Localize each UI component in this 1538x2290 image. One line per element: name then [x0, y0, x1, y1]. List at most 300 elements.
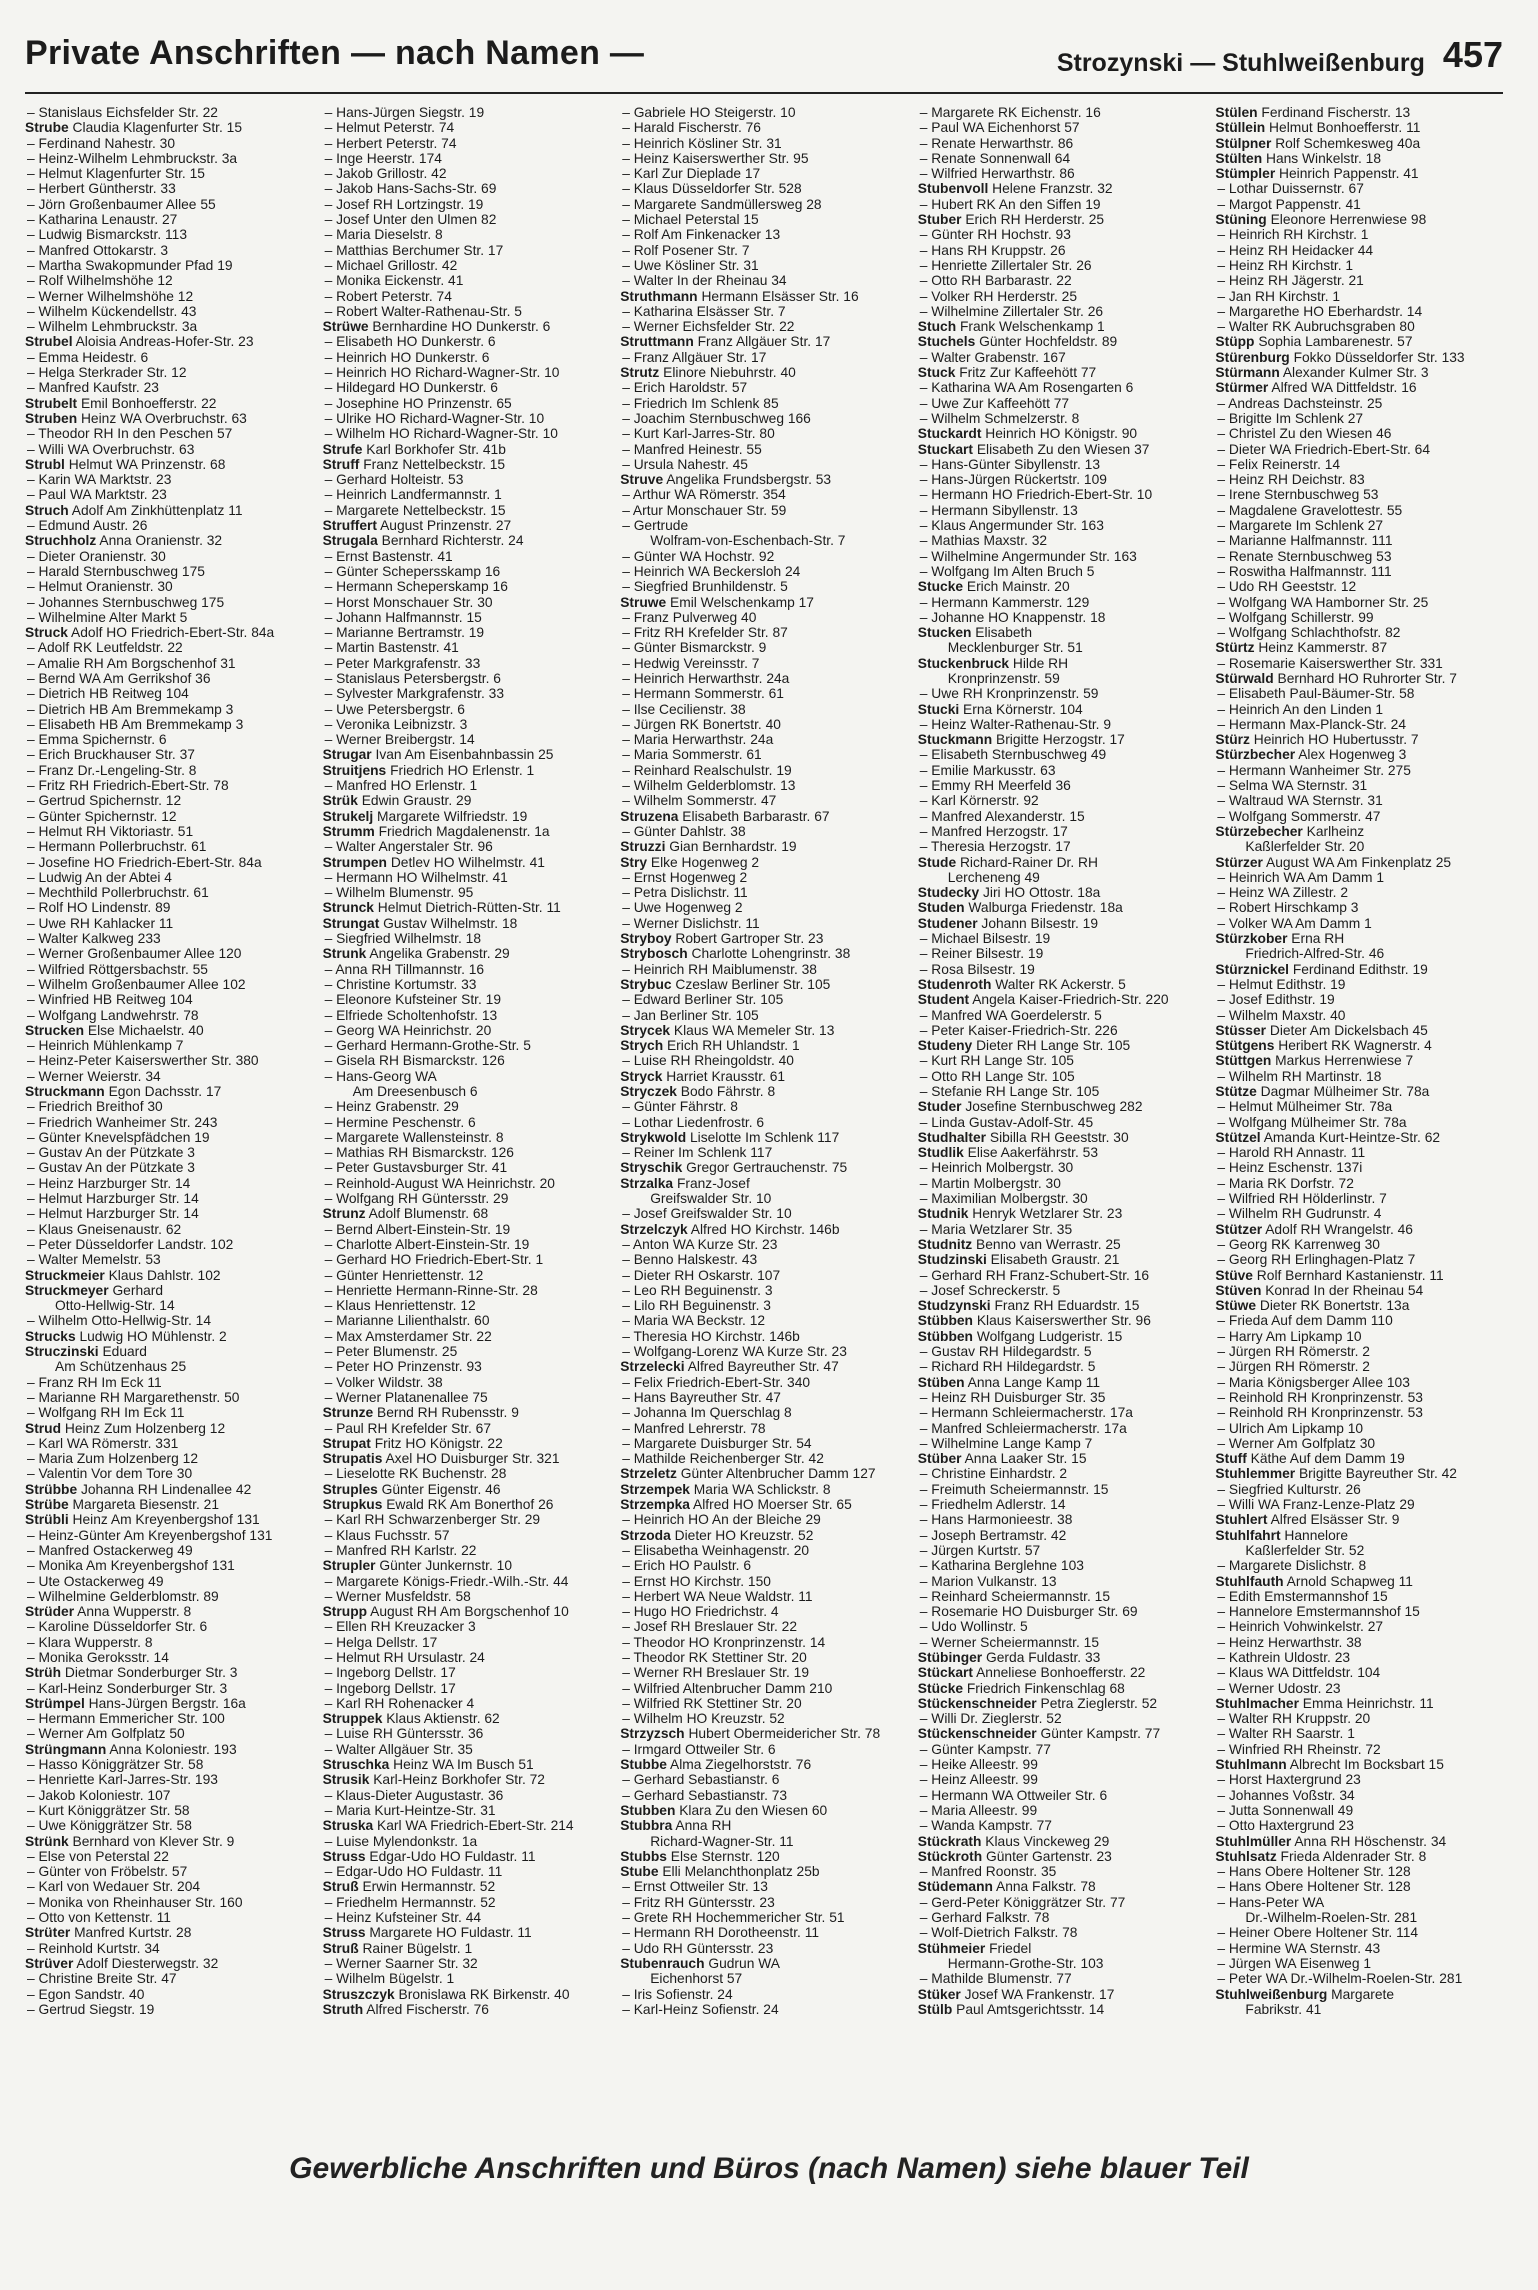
surname-entry: Stry Elke Hogenweg 2: [620, 854, 760, 870]
surname: Strzyzsch: [620, 1726, 685, 1742]
surname: Studlik: [917, 1145, 964, 1161]
surname: Strugala: [322, 533, 378, 549]
surname-entry: Stuhlemmer Brigitte Bayreuther Str. 42: [1215, 1466, 1457, 1482]
sub-entry: – Theodor HO Kronprinzenstr. 14: [622, 1634, 826, 1650]
sub-entry: – Mathilde Blumenstr. 77: [919, 1971, 1072, 1987]
sub-entry: – Rolf Wilhelmshöhe 12: [27, 273, 173, 289]
sub-entry: – Theodor RH In den Peschen 57: [27, 426, 233, 442]
sub-entry: – Werner Musfeldstr. 58: [324, 1588, 471, 1604]
sub-entry: – Adolf RK Leutfeldstr. 22: [27, 640, 183, 656]
sub-entry: – Hans RH Kruppstr. 26: [919, 242, 1066, 258]
name-range: Strozynski — Stuhlweißenburg: [1056, 49, 1425, 77]
surname-entry: Stülb Paul Amtsgerichtsstr. 14: [917, 2001, 1105, 2017]
page-range-and-number: [1057, 34, 1503, 76]
sub-entry: – Franz RH Im Eck 11: [27, 1374, 162, 1390]
surname: Stülb: [917, 2001, 953, 2017]
sub-entry: – Wilfried Röttgersbachstr. 55: [27, 961, 208, 977]
surname-entry: Struckmann Egon Dachsstr. 17: [25, 1084, 222, 1099]
sub-entry: – Heinrich WA Am Damm 1: [1217, 869, 1385, 885]
surname-entry: Stübben Wolfgang Ludgeristr. 15: [917, 1328, 1123, 1344]
sub-entry: – Wilfried RH Hölderlinstr. 7: [1217, 1191, 1387, 1207]
continuation-line: Greifswalder Str. 10: [650, 1191, 772, 1207]
sub-entry: – Helmut RH Ursulastr. 24: [324, 1649, 485, 1665]
surname: Stülen: [1215, 105, 1258, 120]
sub-entry: – Heinz Kaiserswerther Str. 95: [622, 150, 809, 166]
sub-entry: – Klaus Fuchsstr. 57: [324, 1527, 450, 1543]
sub-entry: – Karin WA Marktstr. 23: [27, 472, 172, 488]
sub-entry: – Wolf-Dietrich Falkstr. 78: [919, 1925, 1078, 1941]
surname: Stucki: [917, 701, 960, 717]
continuation-line: Hermann-Grothe-Str. 103: [947, 1955, 1104, 1971]
sub-entry: – Wilhelmine Gelderblomstr. 89: [27, 1588, 219, 1604]
surname-entry: Struttmann Franz Allgäuer Str. 17: [620, 334, 831, 350]
surname-entry: Struve Angelika Frundsbergstr. 53: [620, 472, 832, 488]
surname-entry: Struth Alfred Fischerstr. 76: [322, 2001, 489, 2017]
surname-entry: Studener Johann Bilsestr. 19: [917, 915, 1099, 931]
sub-entry: – Maria Sommerstr. 61: [622, 747, 762, 763]
surname-entry: Stuhlmüller Anna RH Höschenstr. 34: [1215, 1833, 1447, 1849]
sub-entry: – Christel Zu den Wiesen 46: [1217, 426, 1392, 442]
sub-entry: – Manfred Herzogstr. 17: [919, 823, 1068, 839]
sub-entry: – Heinrich Vohwinkelstr. 27: [1217, 1619, 1384, 1635]
sub-entry: – Winfried RH Rheinstr. 72: [1217, 1741, 1381, 1757]
sub-entry: – Frieda Auf dem Damm 110: [1217, 1313, 1393, 1329]
surname-entry: Stryczek Bodo Fährstr. 8: [620, 1084, 776, 1099]
surname-entry: Strugala Bernhard Richterstr. 24: [322, 533, 524, 549]
sub-entry: – Werner Am Golfplatz 50: [27, 1726, 185, 1742]
surname: Struppek: [322, 1711, 383, 1727]
sub-entry: – Elfriede Scholtenhofstr. 13: [324, 1007, 498, 1023]
surname: Studzynski: [917, 1298, 991, 1314]
sub-entry: – Jürgen Kurtstr. 57: [919, 1542, 1041, 1558]
sub-entry: – Lieselotte RK Buchenstr. 28: [324, 1466, 507, 1482]
surname-entry: Stückroth Günter Gartenstr. 23: [917, 1848, 1112, 1864]
surname-entry: Strud Heinz Zum Holzenberg 12: [25, 1420, 226, 1436]
surname: Struzzi: [620, 839, 666, 855]
sub-entry: – Jürgen RH Römerstr. 2: [1217, 1359, 1370, 1375]
continuation-line: Richard-Wagner-Str. 11: [650, 1833, 794, 1849]
sub-entry: – Heinz Grabenstr. 29: [324, 1099, 459, 1115]
surname-entry: Struß Rainer Bügelstr. 1: [322, 1940, 473, 1956]
sub-entry: – Renate Sonnenwall 64: [919, 150, 1071, 166]
sub-entry: – Wilhelm Gelderblomstr. 13: [622, 778, 796, 794]
sub-entry: – Irene Sternbuschweg 53: [1217, 487, 1379, 503]
sub-entry: – Luise RH Rheingoldstr. 40: [622, 1053, 794, 1069]
surname-entry: Stürmann Alexander Kulmer Str. 3: [1215, 365, 1429, 381]
surname: Stüllein: [1215, 120, 1266, 136]
sub-entry: – Luise RH Güntersstr. 36: [324, 1726, 484, 1742]
sub-entry: – Karl-Heinz Sonderburger Str. 3: [27, 1680, 228, 1696]
sub-entry: – Helmut Klagenfurter Str. 15: [27, 166, 205, 182]
sub-entry: – Günter Dahlstr. 38: [622, 823, 746, 839]
sub-entry: – Heinz RH Heidacker 44: [1217, 242, 1374, 258]
sub-entry: – Günter von Fröbelstr. 57: [27, 1864, 188, 1880]
sub-entry: – Fritz RH Friedrich-Ebert-Str. 78: [27, 778, 229, 794]
sub-entry: – Wilhelm Großenbaumer Allee 102: [27, 976, 246, 992]
sub-entry: – Brigitte Im Schlenk 27: [1217, 410, 1364, 426]
surname: Studzinski: [917, 1252, 987, 1268]
surname: Strupkus: [322, 1497, 383, 1513]
sub-entry: – Willi WA Franz-Lenze-Platz 29: [1217, 1497, 1415, 1513]
surname-entry: Stürwald Bernhard HO Ruhrorter Str. 7: [1215, 670, 1457, 686]
sub-entry: – Mathilde Reichenberger Str. 42: [622, 1451, 824, 1467]
sub-entry: – Wilhelmine Alter Markt 5: [27, 609, 188, 625]
surname: Strutz: [620, 365, 660, 381]
sub-entry: – Maria Zum Holzenberg 12: [27, 1451, 199, 1467]
sub-entry: – Heinrich WA Beckersloh 24: [622, 563, 801, 579]
surname: Stuhlsatz: [1215, 1848, 1277, 1864]
sub-entry: – Hermann Wanheimer Str. 275: [1217, 762, 1411, 778]
sub-entry: – Wilhelm Maxstr. 40: [1217, 1007, 1346, 1023]
sub-entry: – Georg RK Karrenweg 30: [1217, 1236, 1380, 1252]
sub-entry: – Stanislaus Eichsfelder Str. 22: [27, 105, 218, 120]
surname: Struff: [322, 456, 360, 472]
surname: Stubenvoll: [917, 181, 989, 197]
sub-entry: – Heinz-Günter Am Kreyenbergshof 131: [27, 1527, 273, 1543]
sub-entry: – Kathrein Uldostr. 23: [1217, 1649, 1351, 1665]
sub-entry: – Gerd-Peter Königgrätzer Str. 77: [919, 1894, 1126, 1910]
sub-entry: – Jürgen RK Bonertstr. 40: [622, 716, 781, 732]
sub-entry: – Heinz RH Jägerstr. 21: [1217, 273, 1364, 289]
surname-entry: Stückenschneider Petra Zieglerstr. 52: [917, 1695, 1158, 1711]
sub-entry: – Michael Grillostr. 42: [324, 257, 458, 273]
sub-entry: – Rosemarie HO Duisburger Str. 69: [919, 1604, 1138, 1620]
sub-entry: – Manfred Alexanderstr. 15: [919, 808, 1085, 824]
sub-entry: – Henriette Hermann-Rinne-Str. 28: [324, 1282, 538, 1298]
sub-entry: – Peter Blumenstr. 25: [324, 1344, 458, 1360]
sub-entry: – Otto Haxtergrund 23: [1217, 1818, 1354, 1834]
surname: Stüve: [1215, 1267, 1253, 1283]
sub-entry: – Robert Hirschkamp 3: [1217, 900, 1359, 916]
sub-entry: – Heinrich HO Dunkerstr. 6: [324, 349, 490, 365]
sub-entry: – Michael Peterstal 15: [622, 212, 759, 228]
sub-entry: – Hans-Peter WA: [1217, 1894, 1325, 1910]
surname: Stüben: [917, 1374, 965, 1390]
sub-entry: – Werner Breibergstr. 14: [324, 732, 475, 748]
sub-entry: – Mechthild Pollerbruchstr. 61: [27, 885, 209, 901]
surname: Stümpler: [1215, 166, 1276, 182]
surname-entry: Strufe Karl Borkhofer Str. 41b: [322, 441, 506, 457]
surname: Strüh: [25, 1665, 62, 1681]
surname-entry: Stürenburg Fokko Düsseldorfer Str. 133: [1215, 349, 1465, 365]
sub-entry: – Wilhelmine Zillertaler Str. 26: [919, 303, 1104, 319]
sub-entry: – Josephine HO Prinzenstr. 65: [324, 395, 512, 411]
sub-entry: – Peter Düsseldorfer Landstr. 102: [27, 1236, 234, 1252]
surname-entry: Stübinger Gerda Fuldastr. 33: [917, 1649, 1101, 1665]
sub-entry: – Wilhelm Bügelstr. 1: [324, 1971, 455, 1987]
sub-entry: – Helmut Mülheimer Str. 78a: [1217, 1099, 1393, 1115]
surname-entry: Strzempka Alfred HO Moerser Str. 65: [620, 1497, 852, 1513]
surname-entry: Studnitz Benno van Werrastr. 25: [917, 1236, 1121, 1252]
sub-entry: – Klaus-Dieter Augustastr. 36: [324, 1787, 504, 1803]
surname: Struttmann: [620, 334, 694, 350]
continuation-line: Friedrich-Alfred-Str. 46: [1245, 946, 1385, 962]
sub-entry: – Margarete RK Eichenstr. 16: [919, 105, 1101, 120]
surname-entry: Stücke Friedrich Finkenschlag 68: [917, 1680, 1125, 1696]
sub-entry: – Horst Monschauer Str. 30: [324, 594, 493, 610]
sub-entry: – Walter Allgäuer Str. 35: [324, 1741, 473, 1757]
sub-entry: – Manfred Kaufstr. 23: [27, 380, 159, 396]
surname-entry: Stüben Anna Lange Kamp 11: [917, 1374, 1101, 1390]
sub-entry: – Gerhard Hermann-Grothe-Str. 5: [324, 1038, 531, 1054]
surname: Strük: [322, 793, 358, 809]
surname: Strumm: [322, 823, 375, 839]
surname: Stuchels: [917, 334, 976, 350]
directory-column-5: [1215, 105, 1503, 2135]
sub-entry: – Hans-Jürgen Rückertstr. 109: [919, 472, 1107, 488]
sub-entry: – Hermann Scheperskamp 16: [324, 579, 508, 595]
sub-entry: – Elisabetha Weinhagenstr. 20: [622, 1542, 810, 1558]
surname: Stütze: [1215, 1084, 1257, 1099]
surname: Struczinski: [25, 1344, 99, 1360]
surname-entry: Stubenvoll Helene Franzstr. 32: [917, 181, 1113, 197]
surname: Stürmann: [1215, 365, 1280, 381]
surname: Stuhlmüller: [1215, 1833, 1292, 1849]
continuation-line: Mecklenburger Str. 51: [947, 640, 1083, 656]
surname-entry: Stüdemann Anna Falkstr. 78: [917, 1879, 1096, 1895]
surname: Strzempka: [620, 1497, 690, 1513]
sub-entry: – Felix Reinerstr. 14: [1217, 456, 1341, 472]
sub-entry: – Friedrich Breithof 30: [27, 1099, 163, 1115]
sub-entry: – Werner Am Golfplatz 30: [1217, 1435, 1376, 1451]
surname: Strüngmann: [25, 1741, 107, 1757]
sub-entry: – Manfred Lehrerstr. 78: [622, 1420, 766, 1436]
sub-entry: – Hermann RH Dorotheenstr. 11: [622, 1925, 820, 1941]
sub-entry: – Jan Berliner Str. 105: [622, 1007, 759, 1023]
sub-entry: – Helga Sterkrader Str. 12: [27, 365, 187, 381]
sub-entry: – Hedwig Vereinsstr. 7: [622, 655, 760, 671]
surname: Stüpp: [1215, 334, 1255, 350]
surname: Strubl: [25, 456, 65, 472]
surname-entry: Stuhlsatz Frieda Aldenrader Str. 8: [1215, 1848, 1427, 1864]
sub-entry: – Hans Obere Holtener Str. 128: [1217, 1879, 1411, 1895]
sub-entry: – Dieter RH Oskarstr. 107: [622, 1267, 781, 1283]
sub-entry: – Klaus Angermunder Str. 163: [919, 518, 1104, 534]
sub-entry: – Katharina Elsässer Str. 7: [622, 303, 786, 319]
sub-entry: – Freimuth Scheiermannstr. 15: [919, 1481, 1109, 1497]
continuation-line: Kronprinzenstr. 59: [947, 670, 1060, 686]
surname: Stülten: [1215, 150, 1263, 166]
sub-entry: – Joseph Bertramstr. 42: [919, 1527, 1067, 1543]
sub-entry: – Katharina Berglehne 103: [919, 1558, 1084, 1574]
sub-entry: – Monika von Rheinhauser Str. 160: [27, 1894, 243, 1910]
sub-entry: – Winfried HB Reitweg 104: [27, 992, 193, 1008]
surname: Strubelt: [25, 395, 78, 411]
sub-entry: – Emilie Markusstr. 63: [919, 762, 1056, 778]
surname-entry: Strugar Ivan Am Eisenbahnbassin 25: [322, 747, 554, 763]
sub-entry: – Wolfgang RH Güntersstr. 29: [324, 1191, 509, 1207]
surname-entry: Strübbe Johanna RH Lindenallee 42: [25, 1481, 252, 1497]
sub-entry: – Heinrich Molbergstr. 30: [919, 1160, 1074, 1176]
sub-entry: – Margarete Sandmüllersweg 28: [622, 196, 822, 212]
sub-entry: – Günter Bismarckstr. 9: [622, 640, 767, 656]
surname: Stückenschneider: [917, 1726, 1037, 1742]
sub-entry: – Dietrich HB Am Bremmekamp 3: [27, 701, 234, 717]
surname-entry: Studhalter Sibilla RH Geeststr. 30: [917, 1129, 1129, 1145]
sub-entry: – Jürgen WA Eisenweg 1: [1217, 1955, 1372, 1971]
sub-entry: – Josef RH Lortzingstr. 19: [324, 196, 484, 212]
surname-entry: Stürznickel Ferdinand Edithstr. 19: [1215, 961, 1428, 977]
surname-entry: Stuckenbruck Hilde RH: [917, 655, 1069, 671]
sub-entry: – Eleonore Kufsteiner Str. 19: [324, 992, 501, 1008]
continuation-line: Fabrikstr. 41: [1245, 2001, 1322, 2017]
sub-entry: – Wilhelmine Lange Kamp 7: [919, 1435, 1093, 1451]
sub-entry: – Manfred Schleiermacherstr. 17a: [919, 1420, 1127, 1436]
sub-entry: – Hans Bayreuther Str. 47: [622, 1389, 781, 1405]
surname-entry: Struthmann Hermann Elsässer Str. 16: [620, 288, 859, 304]
surname-entry: Stückrath Klaus Vinckeweg 29: [917, 1833, 1110, 1849]
surname-entry: Stuber Erich RH Herderstr. 25: [917, 212, 1105, 228]
sub-entry: – Hermann Sibyllenstr. 13: [919, 502, 1078, 518]
surname: Strupp: [322, 1604, 368, 1620]
sub-entry: – Gisela RH Bismarckstr. 126: [324, 1053, 505, 1069]
sub-entry: – Ernst Ottweiler Str. 13: [622, 1879, 768, 1895]
sub-entry: – Edith Emstermannshof 15: [1217, 1588, 1388, 1604]
surname-entry: Struczinski Eduard: [25, 1344, 147, 1360]
surname-entry: Stuch Frank Welschenkamp 1: [917, 319, 1105, 335]
surname: Stuckart: [917, 441, 974, 457]
sub-entry: – Martin Molbergstr. 30: [919, 1175, 1061, 1191]
sub-entry: – Heinrich Herwarthstr. 24a: [622, 670, 790, 686]
continuation-line: Am Dreesenbusch 6: [352, 1084, 478, 1099]
footer-note: Gewerbliche Anschriften und Büros (nach Namen) siehe blauer Teil: [289, 2152, 1249, 2185]
surname-entry: Stubenrauch Gudrun WA: [620, 1955, 780, 1971]
sub-entry: – Kurt Karl-Jarres-Str. 80: [622, 426, 775, 442]
surname: Stude: [917, 854, 957, 870]
sub-entry: – Roswitha Halfmannstr. 111: [1217, 563, 1392, 579]
surname-entry: Stübben Klaus Kaiserswerther Str. 96: [917, 1313, 1151, 1329]
surname: Stuber: [917, 212, 962, 228]
sub-entry: – Petra Dislichstr. 11: [622, 885, 748, 901]
sub-entry: – Elisabeth Sternbuschweg 49: [919, 747, 1107, 763]
sub-entry: – Jörn Großenbaumer Allee 55: [27, 196, 216, 212]
sub-entry: – Joachim Sternbuschweg 166: [622, 410, 811, 426]
surname-entry: Strzelczyk Alfred HO Kirchstr. 146b: [620, 1221, 840, 1237]
directory-column-4: [918, 105, 1206, 2135]
sub-entry: – Johanna Im Querschlag 8: [622, 1405, 792, 1421]
sub-entry: – Günter Spichernstr. 12: [27, 808, 177, 824]
surname: Strubel: [25, 334, 73, 350]
page-title: Private Anschriften — nach Namen —: [25, 34, 645, 72]
sub-entry: – Renate Sternbuschweg 53: [1217, 548, 1392, 564]
surname-entry: Strutz Elinore Niebuhrstr. 40: [620, 365, 796, 381]
sub-entry: – Friedhelm Hermannstr. 52: [324, 1894, 496, 1910]
surname: Strugar: [322, 747, 372, 763]
sub-entry: – Dieter Oranienstr. 30: [27, 548, 166, 564]
sub-entry: – Paul WA Eichenhorst 57: [919, 120, 1080, 136]
surname: Struszczyk: [322, 1986, 395, 2002]
sub-entry: – Heinrich HO Richard-Wagner-Str. 10: [324, 365, 560, 381]
surname: Stuckenbruck: [917, 655, 1010, 671]
sub-entry: – Erich HO Paulstr. 6: [622, 1558, 752, 1574]
surname-entry: Stürzbecher Alex Hogenweg 3: [1215, 747, 1407, 763]
surname-entry: Strykwold Liselotte Im Schlenk 117: [620, 1129, 840, 1145]
directory-column-2: [323, 105, 611, 2135]
surname-entry: Strzeletz Günter Altenbrucher Damm 127: [620, 1466, 876, 1482]
sub-entry: – Margarete Dislichstr. 8: [1217, 1558, 1367, 1574]
sub-entry: – Hermine Peschenstr. 6: [324, 1114, 476, 1130]
surname-entry: Strybosch Charlotte Lohengrinstr. 38: [620, 946, 851, 962]
sub-entry: – Lothar Liedenfrostr. 6: [622, 1114, 765, 1130]
sub-entry: – Gustav RH Hildegardstr. 5: [919, 1344, 1092, 1360]
surname-entry: Struss Edgar-Udo HO Fuldastr. 11: [322, 1848, 536, 1864]
sub-entry: – Harold RH Annastr. 11: [1217, 1145, 1366, 1161]
sub-entry: – Karl Zur Dieplade 17: [622, 166, 761, 182]
surname: Studnitz: [917, 1236, 973, 1252]
sub-entry: – Ernst HO Kirchstr. 150: [622, 1573, 771, 1589]
surname: Stützer: [1215, 1221, 1263, 1237]
surname: Strüwe: [322, 319, 369, 335]
sub-entry: – Horst Haxtergrund 23: [1217, 1772, 1361, 1788]
sub-entry: – Uwe Hogenweg 2: [622, 900, 743, 916]
surname-entry: Stützel Amanda Kurt-Heintze-Str. 62: [1215, 1129, 1441, 1145]
sub-entry: – Helmut Peterstr. 74: [324, 120, 455, 136]
sub-entry: – Helmut RH Viktoriastr. 51: [27, 823, 194, 839]
surname: Strykwold: [620, 1129, 687, 1145]
directory-columns: [25, 105, 1503, 2135]
surname: Stryboy: [620, 931, 672, 947]
sub-entry: – Marianne RH Margarethenstr. 50: [27, 1389, 240, 1405]
surname: Stübben: [917, 1313, 973, 1329]
sub-entry: – Heinz RH Duisburger Str. 35: [919, 1389, 1106, 1405]
surname-entry: Stude Richard-Rainer Dr. RH: [917, 854, 1098, 870]
surname-entry: Strunck Helmut Dietrich-Rütten-Str. 11: [322, 900, 561, 916]
sub-entry: – Elisabeth HB Am Bremmekamp 3: [27, 716, 244, 732]
sub-entry: – Michael Bilsestr. 19: [919, 931, 1051, 947]
surname-entry: Stüpp Sophia Lambarenestr. 57: [1215, 334, 1413, 350]
sub-entry: – Elisabeth Paul-Bäumer-Str. 58: [1217, 686, 1415, 702]
surname-entry: Strupler Günter Junkernstr. 10: [322, 1558, 513, 1574]
surname-entry: Studzynski Franz RH Eduardstr. 15: [917, 1298, 1140, 1314]
sub-entry: – Iris Sofienstr. 24: [622, 1986, 733, 2002]
sub-entry: – Johannes Sternbuschweg 175: [27, 594, 225, 610]
surname-entry: Stüve Rolf Bernhard Kastanienstr. 11: [1215, 1267, 1444, 1283]
surname: Strunck: [322, 900, 374, 916]
surname-entry: Stuhlfahrt Hannelore: [1215, 1527, 1349, 1543]
surname: Strunz: [322, 1206, 366, 1222]
surname-entry: Stuff Käthe Auf dem Damm 19: [1215, 1451, 1405, 1467]
surname: Struß: [322, 1940, 359, 1956]
surname-entry: Stüllein Helmut Bonhoefferstr. 11: [1215, 120, 1421, 136]
sub-entry: – Wilhelmine Angermunder Str. 163: [919, 548, 1137, 564]
sub-entry: – Maria Wetzlarer Str. 35: [919, 1221, 1073, 1237]
sub-entry: – Herbert WA Neue Waldstr. 11: [622, 1588, 813, 1604]
surname: Strusik: [322, 1772, 370, 1788]
sub-entry: – Heinz RH Deichstr. 83: [1217, 472, 1365, 488]
sub-entry: – Inge Heerstr. 174: [324, 150, 442, 166]
surname-entry: Strukelj Margarete Wilfriedstr. 19: [322, 808, 528, 824]
surname: Stuhlfauth: [1215, 1573, 1284, 1589]
surname-entry: Stüsser Dieter Am Dickelsbach 45: [1215, 1022, 1428, 1038]
surname: Stryschik: [620, 1160, 683, 1176]
surname-entry: Stückenschneider Günter Kampstr. 77: [917, 1726, 1161, 1742]
surname: Stuhlfahrt: [1215, 1527, 1281, 1543]
continuation-line: Dr.-Wilhelm-Roelen-Str. 281: [1245, 1910, 1418, 1926]
sub-entry: – Lilo RH Beguinenstr. 3: [622, 1298, 771, 1314]
surname: Strzempek: [620, 1481, 690, 1497]
directory-column-1: [25, 105, 313, 2135]
sub-entry: – Artur Monschauer Str. 59: [622, 502, 787, 518]
sub-entry: – Ursula Nahestr. 45: [622, 456, 748, 472]
sub-entry: – Peter HO Prinzenstr. 93: [324, 1359, 482, 1375]
sub-entry: – Peter WA Dr.-Wilhelm-Roelen-Str. 281: [1217, 1971, 1463, 1987]
sub-entry: – Fritz RH Krefelder Str. 87: [622, 625, 788, 641]
continuation-line: Am Schützenhaus 25: [55, 1359, 187, 1375]
surname-entry: Stülten Hans Winkelstr. 18: [1215, 150, 1382, 166]
surname-entry: Strybuc Czeslaw Berliner Str. 105: [620, 976, 831, 992]
sub-entry: – Maria Königsberger Allee 103: [1217, 1374, 1410, 1390]
sub-entry: – Heike Alleestr. 99: [919, 1757, 1038, 1773]
